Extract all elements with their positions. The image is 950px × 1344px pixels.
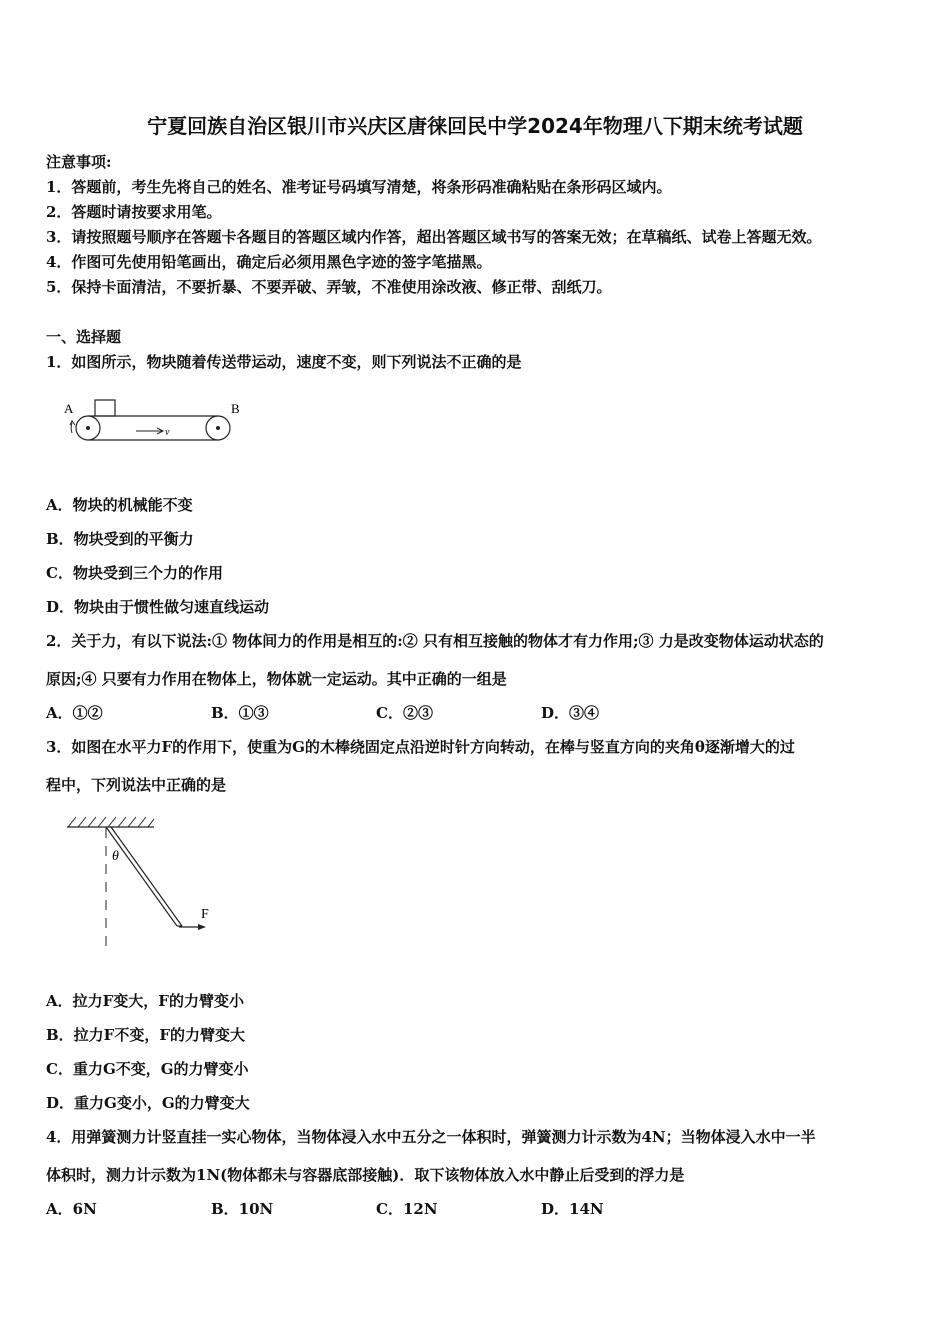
block-rect: [95, 400, 115, 416]
conveyor-belt-figure: [58, 395, 253, 455]
label-theta: θ: [112, 849, 119, 864]
right-pulley-axle: [216, 426, 220, 430]
notice-item: 4．作图可先使用铅笔画出，确定后必须用黑色字迹的签字笔描黑。: [46, 253, 492, 271]
q3-option-d: D．重力G变小，G的力臂变大: [46, 1094, 250, 1112]
question-4-stem-line2: 体积时，测力计示数为1N(物体都未与容器底部接触)．取下该物体放入水中静止后受到的浮力是: [46, 1166, 685, 1184]
page-title: 宁夏回族自治区银川市兴庆区唐徕回民中学2024年物理八下期末统考试题: [147, 114, 803, 138]
rotation-arrow: [71, 423, 72, 433]
force-arrowhead: [198, 924, 206, 930]
rod-edge-2: [111, 827, 182, 926]
notice-item: 5．保持卡面清洁，不要折暴、不要弄破、弄皱，不准使用涂改液、修正带、刮纸刀。: [46, 278, 612, 296]
q3-option-b: B．拉力F不变，F的力臂变大: [46, 1026, 245, 1044]
question-2-stem-line2: 原因;④ 只要有力作用在物体上，物体就一定运动。其中正确的一组是: [46, 670, 507, 688]
notice-heading: 注意事项:: [46, 153, 112, 171]
q3-option-c: C．重力G不变，G的力臂变小: [46, 1060, 249, 1078]
question-1-stem: 1．如图所示，物块随着传送带运动，速度不变，则下列说法不正确的是: [46, 353, 522, 371]
q1-option-d: D．物块由于惯性做匀速直线运动: [46, 598, 270, 616]
question-3-stem-line1: 3．如图在水平力F的作用下，使重为G的木棒绕固定点沿逆时针方向转动，在棒与竖直方向的夹角θ逐渐增大的过: [46, 738, 795, 756]
q4-option-c: C．12N: [376, 1200, 438, 1218]
notice-item: 3．请按照题号顺序在答题卡各题目的答题区域内作答，超出答题区域书写的答案无效；在草稿纸、试卷上答题无效。: [46, 228, 822, 246]
q2-option-b: B．①③: [211, 704, 269, 722]
q2-option-d: D．③④: [541, 704, 600, 722]
ceiling-hatch: [68, 817, 154, 827]
label-v: v: [165, 427, 170, 438]
question-4-stem-line1: 4．用弹簧测力计竖直挂一实心物体，当物体浸入水中五分之一体积时，弹簧测力计示数为4N；当物体浸入水中一半: [46, 1128, 816, 1146]
rod-pivot-figure: [62, 810, 222, 955]
q1-option-a: A．物块的机械能不变: [46, 496, 193, 514]
question-3-stem-line2: 程中，下列说法中正确的是: [46, 776, 227, 794]
q3-option-a: A．拉力F变大，F的力臂变小: [46, 992, 244, 1010]
notice-item: 1．答题前，考生先将自己的姓名、准考证号码填写清楚，将条形码准确粘贴在条形码区域内。: [46, 178, 672, 196]
label-b: B: [231, 401, 240, 416]
q4-option-d: D．14N: [541, 1200, 604, 1218]
rotation-arrowhead: [70, 421, 75, 425]
q2-option-c: C．②③: [376, 704, 433, 722]
q4-option-b: B．10N: [211, 1200, 274, 1218]
label-a: A: [64, 401, 74, 416]
rod-edge-1: [106, 827, 177, 926]
label-f: F: [201, 907, 209, 922]
notice-item: 2．答题时请按要求用笔。: [46, 203, 222, 221]
q4-option-a: A．6N: [46, 1200, 97, 1218]
q2-option-a: A．①②: [46, 704, 103, 722]
left-pulley-axle: [86, 426, 90, 430]
q1-option-b: B．物块受到的平衡力: [46, 530, 194, 548]
section-heading: 一、选择题: [46, 328, 122, 346]
question-2-stem-line1: 2．关于力，有以下说法:① 物体间力的作用是相互的:② 只有相互接触的物体才有力作用;③ 力是改变物体运动状态的: [46, 632, 824, 650]
q1-option-c: C．物块受到三个力的作用: [46, 564, 223, 582]
